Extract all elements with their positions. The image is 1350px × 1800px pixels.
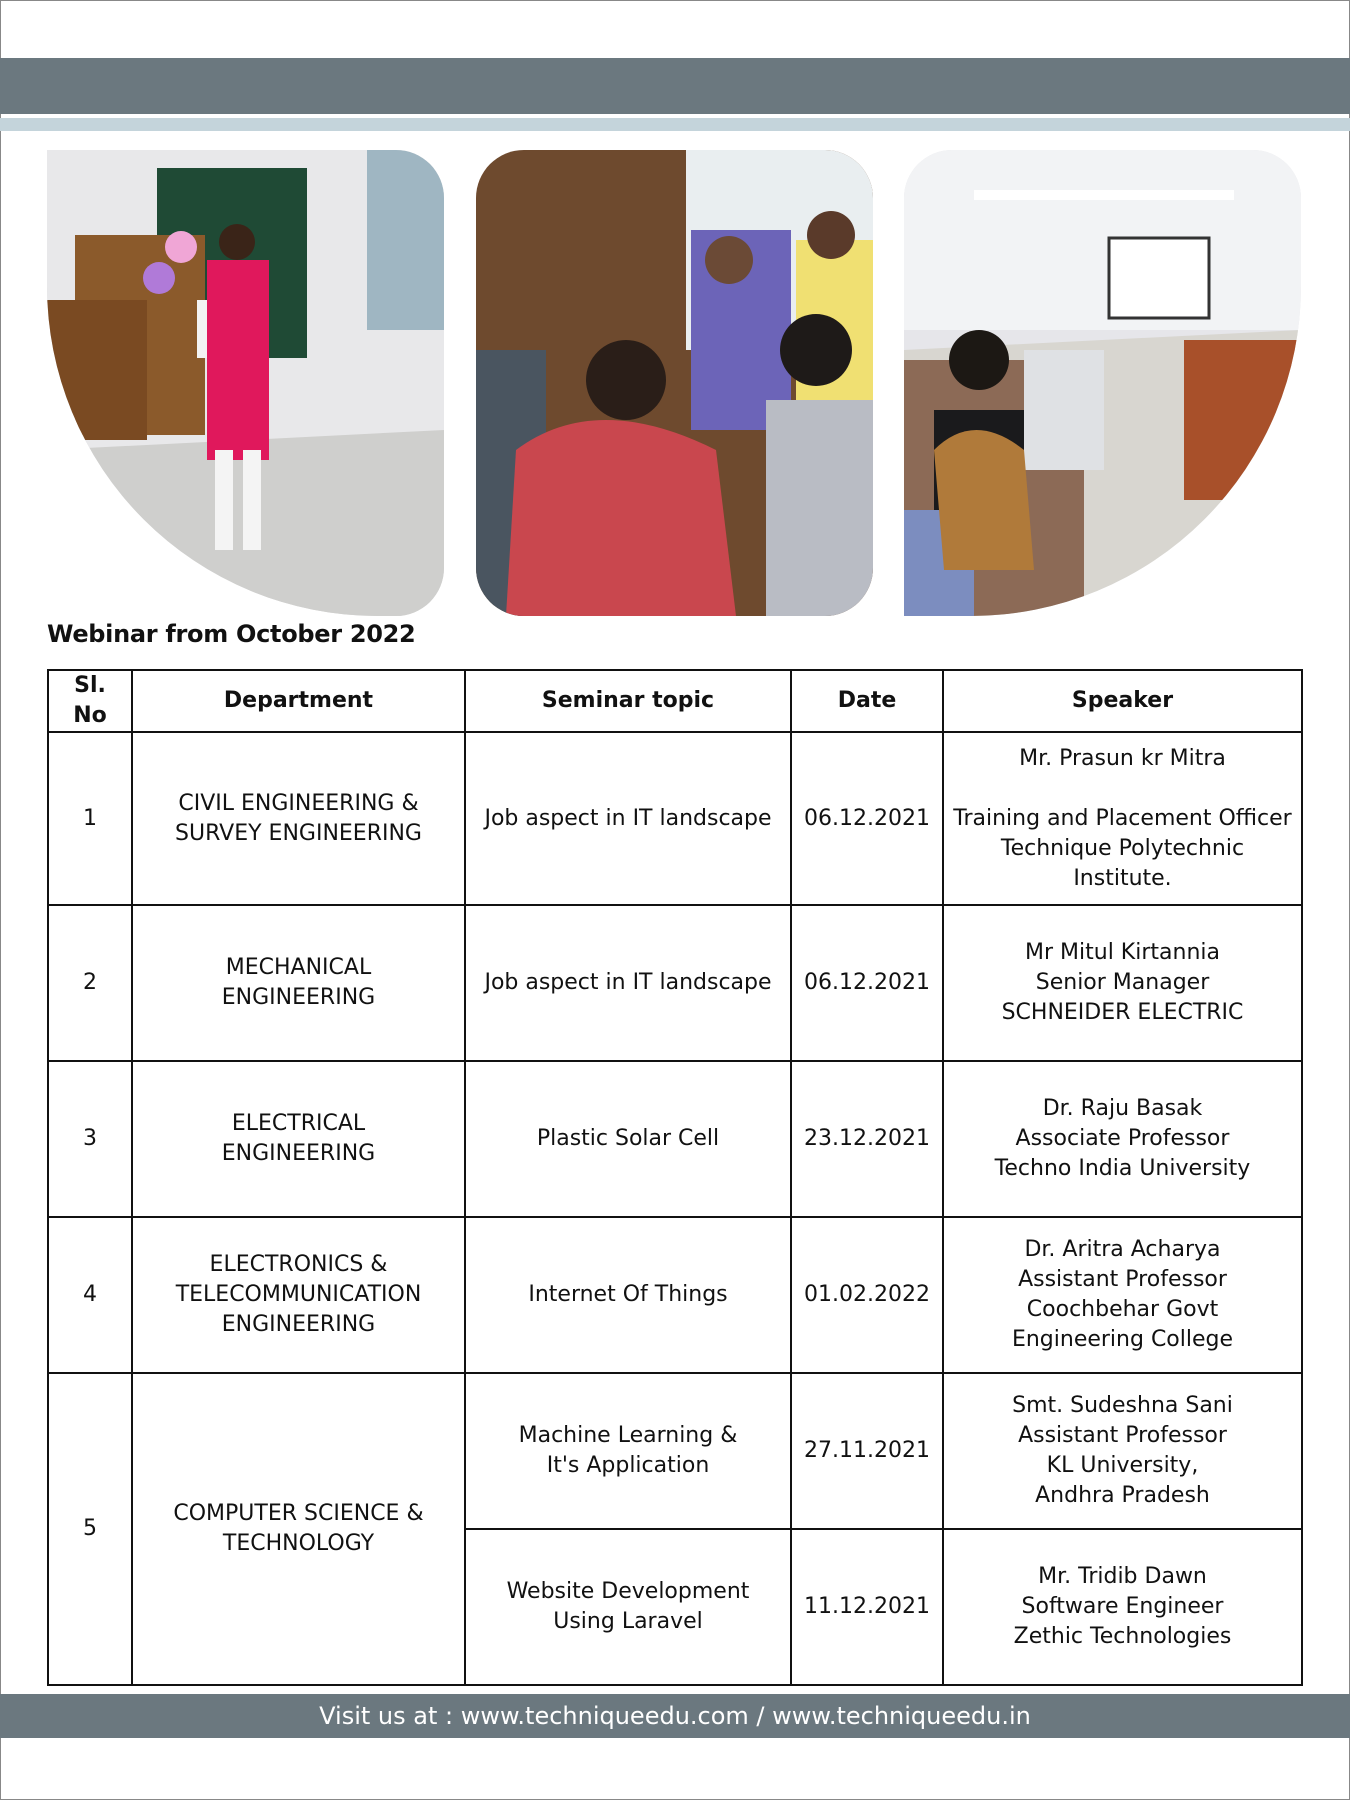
- department-line: MECHANICAL: [225, 955, 372, 980]
- table-row: [48, 1217, 1302, 1373]
- department-line: ENGINEERING: [221, 1141, 376, 1166]
- cell-speaker: [943, 1373, 1302, 1529]
- cell-sl-no: 5: [48, 1373, 132, 1685]
- speaker-line: SCHNEIDER ELECTRIC: [1001, 1000, 1244, 1025]
- speaker-line: Techno India University: [994, 1156, 1251, 1181]
- seminar-table: [47, 669, 1303, 1686]
- cell-speaker: [943, 1061, 1302, 1217]
- speaker-line: Zethic Technologies: [1013, 1624, 1232, 1649]
- speaker-line: Associate Professor: [1015, 1126, 1230, 1151]
- cell-date: 27.11.2021: [791, 1373, 943, 1529]
- cell-sl-no: 3: [48, 1061, 132, 1217]
- cell-date: 06.12.2021: [791, 905, 943, 1061]
- speaker-line: Andhra Pradesh: [1035, 1483, 1210, 1508]
- speaker-line: Technique Polytechnic Institute.: [1000, 835, 1245, 891]
- cell-topic: [465, 1529, 791, 1685]
- department-line: SURVEY ENGINEERING: [175, 820, 422, 846]
- header-sl-no: Sl. No: [48, 670, 132, 732]
- topic-line: Job aspect in IT landscape: [484, 805, 772, 831]
- cell-speaker: [943, 1529, 1302, 1685]
- cell-topic: [465, 1373, 791, 1529]
- cell-topic: [465, 732, 791, 905]
- speaker-line: Assistant Professor: [1018, 1267, 1227, 1292]
- cell-topic: [465, 1061, 791, 1217]
- cell-speaker: [943, 732, 1302, 905]
- header-seminar-topic: Seminar topic: [465, 670, 791, 732]
- table-row: [48, 1061, 1302, 1217]
- cell-department: [132, 732, 465, 905]
- footer-band: [0, 1694, 1350, 1738]
- speaker-line: Training and Placement Officer: [953, 805, 1292, 831]
- table-row: [48, 905, 1302, 1061]
- topic-line: Website Development: [506, 1579, 750, 1604]
- topic-line: It's Application: [546, 1453, 710, 1478]
- cell-date: 06.12.2021: [791, 732, 943, 905]
- table-row: [48, 1373, 1302, 1529]
- cell-department: [132, 905, 465, 1061]
- speaker-line: Software Engineer: [1021, 1594, 1224, 1619]
- cell-sl-no: 2: [48, 905, 132, 1061]
- topic-line: Job aspect in IT landscape: [484, 970, 772, 995]
- header-speaker: Speaker: [943, 670, 1302, 732]
- cell-department: [132, 1373, 465, 1685]
- cell-speaker: [943, 1217, 1302, 1373]
- photo-speakers-classroom: [476, 150, 873, 616]
- topic-line: Plastic Solar Cell: [536, 1126, 720, 1151]
- department-line: ENGINEERING: [221, 1312, 376, 1337]
- cell-sl-no: 1: [48, 732, 132, 905]
- speaker-line: KL University,: [1046, 1453, 1199, 1478]
- department-line: COMPUTER SCIENCE &: [173, 1501, 424, 1526]
- department-line: ELECTRONICS &: [209, 1252, 388, 1277]
- webinar-title: Webinar from October 2022: [47, 620, 416, 648]
- cell-topic: [465, 1217, 791, 1373]
- speaker-line: Mr. Tridib Dawn: [1038, 1564, 1207, 1589]
- cell-date: 11.12.2021: [791, 1529, 943, 1685]
- header-department: Department: [132, 670, 465, 732]
- cell-department: [132, 1061, 465, 1217]
- department-line: TELECOMMUNICATION: [175, 1282, 422, 1307]
- table-row: [48, 732, 1302, 905]
- header-stripe: [0, 118, 1350, 131]
- speaker-gap: [950, 774, 1295, 804]
- topic-line: Using Laravel: [553, 1609, 703, 1634]
- cell-speaker: [943, 905, 1302, 1061]
- speaker-line: Senior Manager: [1035, 970, 1210, 995]
- header-date: Date: [791, 670, 943, 732]
- cell-topic: [465, 905, 791, 1061]
- topic-line: Internet Of Things: [528, 1282, 728, 1307]
- table-header-row: [48, 670, 1302, 732]
- cell-sl-no: 4: [48, 1217, 132, 1373]
- speaker-line: Dr. Aritra Acharya: [1024, 1237, 1221, 1262]
- speaker-line: Coochbehar Govt: [1026, 1297, 1219, 1322]
- speaker-line: Mr Mitul Kirtannia: [1025, 940, 1220, 965]
- department-line: CIVIL ENGINEERING &: [178, 790, 419, 816]
- header-band: [0, 58, 1350, 114]
- topic-line: Machine Learning &: [518, 1423, 738, 1448]
- cell-date: 01.02.2022: [791, 1217, 943, 1373]
- cell-date: 23.12.2021: [791, 1061, 943, 1217]
- department-line: ELECTRICAL: [231, 1111, 366, 1136]
- footer-website-text: Visit us at : www.techniqueedu.com / www.techniqueedu.in: [319, 1702, 1031, 1730]
- cell-department: [132, 1217, 465, 1373]
- speaker-line: Mr. Prasun kr Mitra: [1019, 745, 1226, 771]
- speaker-line: Smt. Sudeshna Sani: [1012, 1393, 1233, 1418]
- department-line: TECHNOLOGY: [222, 1531, 375, 1556]
- speaker-line: Assistant Professor: [1018, 1423, 1227, 1448]
- department-line: ENGINEERING: [221, 985, 376, 1010]
- speaker-line: Dr. Raju Basak: [1042, 1096, 1203, 1121]
- speaker-line: Engineering College: [1011, 1327, 1234, 1352]
